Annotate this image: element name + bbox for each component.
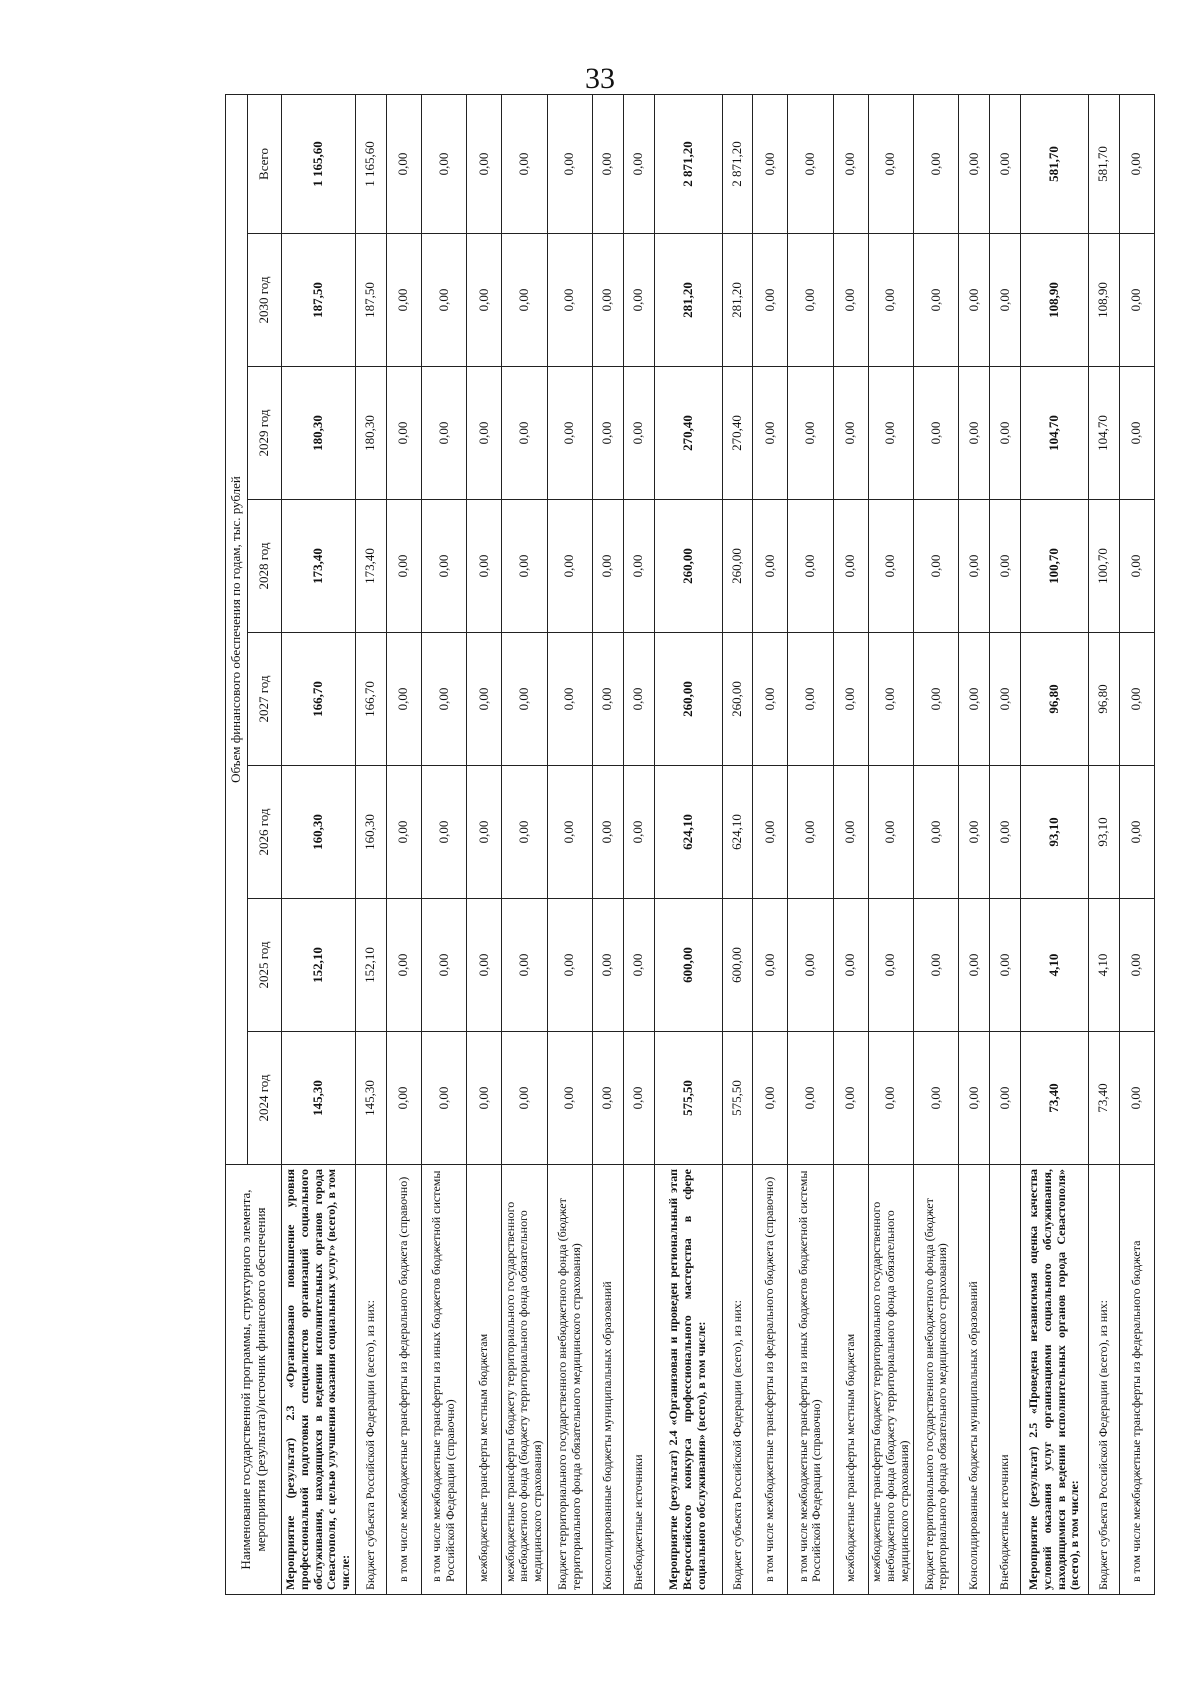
row-value: 0,00 [833, 633, 868, 766]
row-value: 0,00 [623, 234, 654, 367]
row-value: 73,40 [1089, 1032, 1120, 1165]
row-value: 260,00 [722, 633, 753, 766]
table-row [282, 94, 356, 1594]
row-value: 0,00 [1119, 766, 1154, 899]
table-row [386, 94, 421, 1594]
row-value: 624,10 [654, 766, 722, 899]
row-value: 0,00 [547, 367, 592, 500]
row-value: 0,00 [753, 500, 788, 633]
row-source-name: в том числе межбюджетные трансферты из федерального бюджета [1119, 1165, 1154, 1595]
row-value: 0,00 [1119, 94, 1154, 233]
row-value: 270,40 [654, 367, 722, 500]
header-year-2028: 2028 год [248, 500, 282, 633]
row-source-name: Бюджет территориального государственного внебюджетного фонда (бюджет территориального фонда обязательного медицинского страхования) [914, 1165, 959, 1595]
row-source-name: в том числе межбюджетные трансферты из федерального бюджета (справочно) [753, 1165, 788, 1595]
row-value: 0,00 [1119, 899, 1154, 1032]
row-value: 0,00 [959, 367, 990, 500]
row-value: 0,00 [502, 500, 548, 633]
row-value: 0,00 [914, 234, 959, 367]
row-value: 0,00 [421, 500, 466, 633]
table-row [623, 94, 654, 1594]
row-value: 0,00 [467, 500, 502, 633]
row-source-name: межбюджетные трансферты бюджету территориального государственного внебюджетного фонда (бюджету территориального фонда обязательного медицинского страхования) [868, 1165, 914, 1595]
row-value: 0,00 [959, 766, 990, 899]
row-value: 160,30 [282, 766, 356, 899]
row-value: 0,00 [502, 94, 548, 233]
row-value: 0,00 [502, 234, 548, 367]
row-source-name: Мероприятие (результат) 2.3 «Организовано повышение уровня профессиональной подготовки специалистов организаций социального обслуживания, находящихся в ведении исполнительных органов города Севастополя, с целью улучшения оказания социальных услуг» (всего), в том числе: [282, 1165, 356, 1595]
row-value: 0,00 [467, 94, 502, 233]
row-value: 0,00 [788, 899, 833, 1032]
row-value: 0,00 [959, 234, 990, 367]
table-row [502, 94, 548, 1594]
row-value: 0,00 [868, 1032, 914, 1165]
table-row [833, 94, 868, 1594]
rotated-table-wrapper [225, 95, 1155, 1595]
row-value: 0,00 [868, 766, 914, 899]
row-value: 0,00 [990, 766, 1021, 899]
row-source-name: Бюджет субъекта Российской Федерации (всего), из них: [722, 1165, 753, 1595]
row-value: 1 165,60 [282, 94, 356, 233]
row-value: 0,00 [623, 1032, 654, 1165]
table-row [1119, 94, 1154, 1594]
row-value: 0,00 [467, 367, 502, 500]
row-value: 0,00 [1119, 1032, 1154, 1165]
row-value: 0,00 [1119, 234, 1154, 367]
row-source-name: Бюджет территориального государственного внебюджетного фонда (бюджет территориального фонда обязательного медицинского страхования) [547, 1165, 592, 1595]
row-value: 600,00 [722, 899, 753, 1032]
row-value: 0,00 [959, 899, 990, 1032]
row-value: 0,00 [833, 500, 868, 633]
table-row [356, 94, 387, 1594]
row-value: 575,50 [654, 1032, 722, 1165]
row-source-name: межбюджетные трансферты местным бюджетам [467, 1165, 502, 1595]
row-value: 0,00 [868, 500, 914, 633]
row-value: 0,00 [833, 1032, 868, 1165]
row-value: 73,40 [1021, 1032, 1089, 1165]
row-value: 0,00 [990, 367, 1021, 500]
row-value: 0,00 [502, 766, 548, 899]
row-value: 0,00 [421, 899, 466, 1032]
row-value: 2 871,20 [654, 94, 722, 233]
row-value: 0,00 [788, 94, 833, 233]
table-row [788, 94, 833, 1594]
row-value: 0,00 [833, 367, 868, 500]
row-value: 624,10 [722, 766, 753, 899]
row-value: 4,10 [1089, 899, 1120, 1032]
row-value: 270,40 [722, 367, 753, 500]
row-value: 0,00 [386, 94, 421, 233]
row-source-name: межбюджетные трансферты бюджету территориального государственного внебюджетного фонда (бюджету территориального фонда обязательного медицинского страхования) [502, 1165, 548, 1595]
table-row [1021, 94, 1089, 1594]
row-value: 260,00 [722, 500, 753, 633]
row-value: 0,00 [623, 94, 654, 233]
table-row [547, 94, 592, 1594]
row-value: 0,00 [502, 367, 548, 500]
row-value: 0,00 [753, 94, 788, 233]
row-value: 0,00 [623, 500, 654, 633]
row-value: 0,00 [833, 899, 868, 1032]
row-value: 0,00 [868, 367, 914, 500]
financing-table [225, 94, 1155, 1595]
row-value: 0,00 [547, 1032, 592, 1165]
row-value: 0,00 [502, 899, 548, 1032]
row-value: 0,00 [753, 633, 788, 766]
row-value: 0,00 [386, 1032, 421, 1165]
row-value: 0,00 [421, 633, 466, 766]
table-row [592, 94, 623, 1594]
row-value: 0,00 [1119, 367, 1154, 500]
row-value: 160,30 [356, 766, 387, 899]
row-value: 0,00 [421, 766, 466, 899]
row-value: 0,00 [788, 367, 833, 500]
row-value: 0,00 [990, 899, 1021, 1032]
row-value: 0,00 [467, 633, 502, 766]
table-row [753, 94, 788, 1594]
row-value: 575,50 [722, 1032, 753, 1165]
row-value: 0,00 [788, 1032, 833, 1165]
row-value: 0,00 [547, 633, 592, 766]
row-value: 581,70 [1089, 94, 1120, 233]
row-value: 0,00 [623, 633, 654, 766]
row-value: 0,00 [547, 94, 592, 233]
header-year-2026: 2026 год [248, 766, 282, 899]
row-value: 0,00 [753, 766, 788, 899]
table-body [282, 94, 1155, 1594]
row-value: 152,10 [356, 899, 387, 1032]
row-value: 152,10 [282, 899, 356, 1032]
row-value: 166,70 [356, 633, 387, 766]
row-value: 96,80 [1021, 633, 1089, 766]
row-value: 0,00 [914, 633, 959, 766]
row-value: 581,70 [1021, 94, 1089, 233]
row-value: 4,10 [1021, 899, 1089, 1032]
row-value: 0,00 [547, 500, 592, 633]
row-value: 173,40 [356, 500, 387, 633]
row-value: 260,00 [654, 500, 722, 633]
table-row [1089, 94, 1120, 1594]
row-value: 0,00 [914, 94, 959, 233]
row-value: 0,00 [623, 899, 654, 1032]
row-value: 0,00 [592, 367, 623, 500]
row-value: 180,30 [356, 367, 387, 500]
row-value: 0,00 [421, 94, 466, 233]
table-row [421, 94, 466, 1594]
row-value: 100,70 [1021, 500, 1089, 633]
row-value: 0,00 [788, 633, 833, 766]
row-value: 0,00 [914, 367, 959, 500]
row-value: 0,00 [990, 500, 1021, 633]
row-value: 0,00 [788, 766, 833, 899]
row-value: 0,00 [592, 766, 623, 899]
row-value: 0,00 [467, 766, 502, 899]
row-value: 0,00 [592, 633, 623, 766]
table-row [654, 94, 722, 1594]
row-value: 187,50 [356, 234, 387, 367]
row-value: 0,00 [421, 234, 466, 367]
row-value: 600,00 [654, 899, 722, 1032]
row-value: 0,00 [914, 1032, 959, 1165]
header-year-2029: 2029 год [248, 367, 282, 500]
row-value: 0,00 [914, 500, 959, 633]
header-name-column: Наименование государственной программы, структурного элемента, мероприятия (результата)/источник финансового обеспечения [226, 1165, 282, 1595]
row-value: 0,00 [753, 1032, 788, 1165]
table-row [467, 94, 502, 1594]
row-value: 104,70 [1021, 367, 1089, 500]
row-source-name: Консолидированные бюджеты муниципальных образований [959, 1165, 990, 1595]
table-row [722, 94, 753, 1594]
header-year-2024: 2024 год [248, 1032, 282, 1165]
row-source-name: Бюджет субъекта Российской Федерации (всего), из них: [356, 1165, 387, 1595]
row-value: 0,00 [959, 633, 990, 766]
row-value: 108,90 [1021, 234, 1089, 367]
row-value: 0,00 [623, 766, 654, 899]
header-financing-group: Объем финансового обеспечения по годам, тыс. рублей [226, 94, 248, 1164]
row-value: 0,00 [753, 234, 788, 367]
row-value: 96,80 [1089, 633, 1120, 766]
row-value: 0,00 [914, 899, 959, 1032]
row-value: 0,00 [502, 633, 548, 766]
row-value: 0,00 [386, 500, 421, 633]
row-source-name: в том числе межбюджетные трансферты из иных бюджетов бюджетной системы Российской Федерации (справочно) [421, 1165, 466, 1595]
row-value: 100,70 [1089, 500, 1120, 633]
row-value: 145,30 [356, 1032, 387, 1165]
row-source-name: Консолидированные бюджеты муниципальных образований [592, 1165, 623, 1595]
row-value: 0,00 [914, 766, 959, 899]
row-source-name: Мероприятие (результат) 2.4 «Организован и проведен региональный этап Всероссийского конкурса профессионального мастерства в сфере социального обслуживания» (всего), в том числе: [654, 1165, 722, 1595]
header-year-2025: 2025 год [248, 899, 282, 1032]
row-value: 0,00 [868, 633, 914, 766]
row-value: 0,00 [833, 766, 868, 899]
row-value: 0,00 [592, 94, 623, 233]
row-value: 0,00 [990, 234, 1021, 367]
row-value: 93,10 [1089, 766, 1120, 899]
row-value: 187,50 [282, 234, 356, 367]
row-value: 0,00 [386, 766, 421, 899]
row-value: 0,00 [592, 1032, 623, 1165]
row-value: 0,00 [788, 500, 833, 633]
table-row [914, 94, 959, 1594]
row-value: 0,00 [1119, 500, 1154, 633]
row-value: 0,00 [386, 367, 421, 500]
row-value: 0,00 [623, 367, 654, 500]
row-value: 180,30 [282, 367, 356, 500]
row-value: 0,00 [386, 633, 421, 766]
row-value: 0,00 [868, 94, 914, 233]
row-value: 0,00 [753, 899, 788, 1032]
row-value: 0,00 [990, 94, 1021, 233]
row-value: 0,00 [1119, 633, 1154, 766]
row-value: 0,00 [592, 899, 623, 1032]
row-value: 0,00 [788, 234, 833, 367]
row-value: 0,00 [990, 633, 1021, 766]
table-row [868, 94, 914, 1594]
row-value: 281,20 [654, 234, 722, 367]
header-year-2030: 2030 год [248, 234, 282, 367]
row-value: 281,20 [722, 234, 753, 367]
row-value: 0,00 [547, 766, 592, 899]
row-source-name: Внебюджетные источники [623, 1165, 654, 1595]
row-value: 0,00 [467, 899, 502, 1032]
row-value: 108,90 [1089, 234, 1120, 367]
row-value: 0,00 [868, 234, 914, 367]
row-value: 0,00 [502, 1032, 548, 1165]
row-value: 2 871,20 [722, 94, 753, 233]
row-value: 0,00 [421, 367, 466, 500]
row-value: 0,00 [592, 500, 623, 633]
row-source-name: в том числе межбюджетные трансферты из иных бюджетов бюджетной системы Российской Федерации (справочно) [788, 1165, 833, 1595]
row-value: 0,00 [833, 94, 868, 233]
row-source-name: в том числе межбюджетные трансферты из федерального бюджета (справочно) [386, 1165, 421, 1595]
row-value: 0,00 [386, 234, 421, 367]
row-value: 104,70 [1089, 367, 1120, 500]
row-value: 145,30 [282, 1032, 356, 1165]
row-value: 0,00 [592, 234, 623, 367]
row-value: 93,10 [1021, 766, 1089, 899]
header-total: Всего [248, 94, 282, 233]
row-value: 0,00 [467, 234, 502, 367]
row-value: 0,00 [959, 500, 990, 633]
row-value: 0,00 [753, 367, 788, 500]
row-value: 0,00 [467, 1032, 502, 1165]
row-value: 0,00 [959, 94, 990, 233]
page-number: 33 [585, 62, 615, 95]
table-row [990, 94, 1021, 1594]
row-source-name: межбюджетные трансферты местным бюджетам [833, 1165, 868, 1595]
row-source-name: Бюджет субъекта Российской Федерации (всего), из них: [1089, 1165, 1120, 1595]
table-row [959, 94, 990, 1594]
row-value: 0,00 [547, 899, 592, 1032]
row-value: 0,00 [868, 899, 914, 1032]
header-year-2027: 2027 год [248, 633, 282, 766]
row-value: 0,00 [421, 1032, 466, 1165]
row-value: 260,00 [654, 633, 722, 766]
row-value: 0,00 [547, 234, 592, 367]
row-value: 0,00 [959, 1032, 990, 1165]
row-source-name: Мероприятие (результат) 2.5 «Проведена независимая оценка качества условий оказания услуг организациями социального обслуживания, находящимися в ведении исполнительных органов города Севастополя» (всего), в том числе: [1021, 1165, 1089, 1595]
row-value: 166,70 [282, 633, 356, 766]
row-source-name: Внебюджетные источники [990, 1165, 1021, 1595]
row-value: 173,40 [282, 500, 356, 633]
row-value: 0,00 [990, 1032, 1021, 1165]
row-value: 0,00 [386, 899, 421, 1032]
row-value: 1 165,60 [356, 94, 387, 233]
row-value: 0,00 [833, 234, 868, 367]
